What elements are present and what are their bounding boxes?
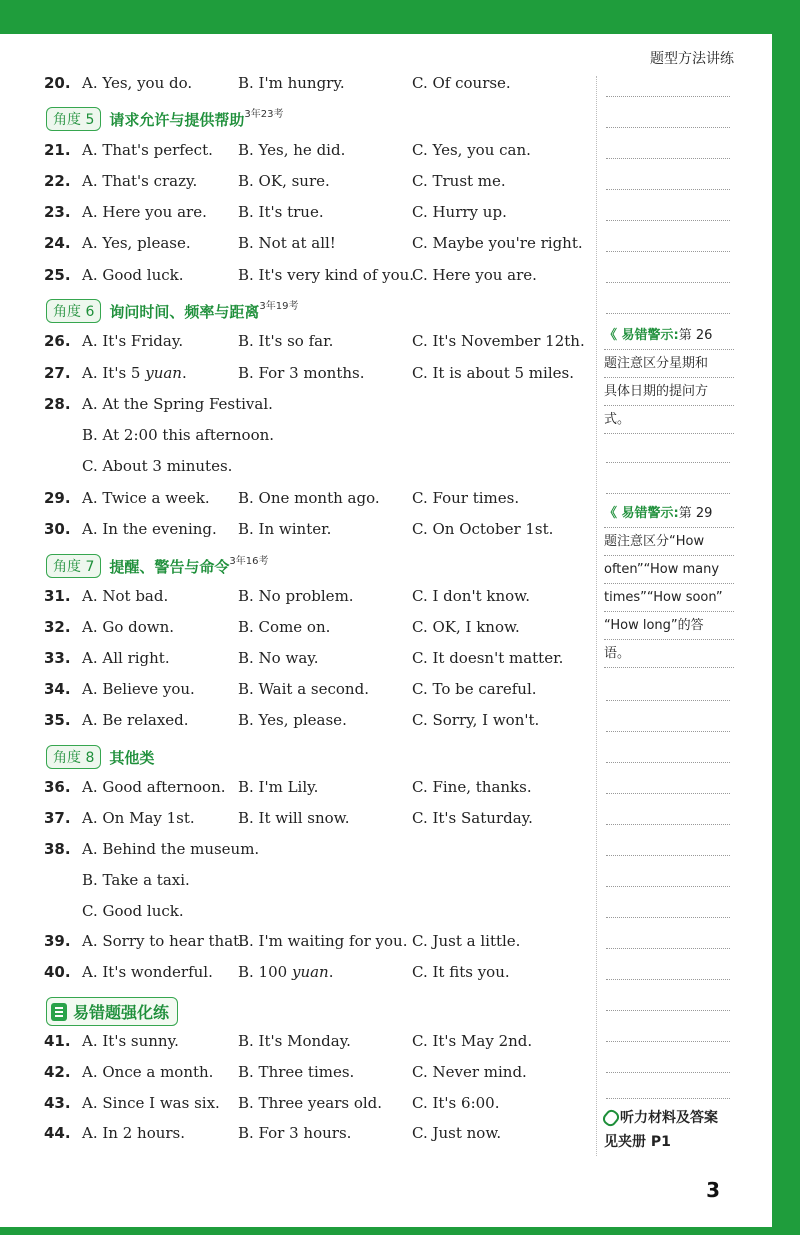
question-number: 44. bbox=[44, 1124, 71, 1142]
note-line bbox=[606, 855, 730, 856]
option-b: B. I'm Lily. bbox=[238, 778, 319, 796]
option-b: B. One month ago. bbox=[238, 489, 380, 507]
option-c: C. It is about 5 miles. bbox=[412, 364, 574, 382]
option-b: B. OK, sure. bbox=[238, 172, 330, 190]
note-line bbox=[606, 282, 730, 283]
practice-section-title: 易错题强化练 bbox=[73, 1003, 170, 1022]
option-c: C. Just now. bbox=[412, 1124, 502, 1142]
option-a: A. On May 1st. bbox=[82, 809, 195, 827]
option-c: C. It's May 2nd. bbox=[412, 1032, 533, 1050]
option-a: A. Go down. bbox=[82, 618, 175, 636]
note-line bbox=[606, 762, 730, 763]
option-a: A. It's wonderful. bbox=[82, 963, 213, 981]
option-b: B. For 3 months. bbox=[238, 364, 365, 382]
question-number: 24. bbox=[44, 234, 71, 252]
note-line bbox=[606, 127, 730, 128]
question-number: 37. bbox=[44, 809, 71, 827]
note-line bbox=[606, 493, 730, 494]
section-frequency: 3年19考 bbox=[259, 300, 299, 312]
section-header-5 bbox=[46, 106, 283, 132]
option-a: A. Once a month. bbox=[82, 1063, 214, 1081]
note-line bbox=[606, 948, 730, 949]
note-text: “How long”的答 bbox=[604, 612, 734, 640]
option-c: C. It doesn't matter. bbox=[412, 649, 564, 667]
option-b-unit: yuan bbox=[291, 963, 329, 981]
question-number: 35. bbox=[44, 711, 71, 729]
option-c: C. Trust me. bbox=[412, 172, 506, 190]
option-b: B. I'm waiting for you. bbox=[238, 932, 408, 950]
option-b: B. It's true. bbox=[238, 203, 324, 221]
header-title: 题型方法讲练 bbox=[650, 51, 734, 67]
question-number: 21. bbox=[44, 141, 71, 159]
question-number: 27. bbox=[44, 364, 71, 382]
option-a: A. In 2 hours. bbox=[82, 1124, 186, 1142]
option-b: B. I'm hungry. bbox=[238, 74, 345, 92]
option-b bbox=[238, 963, 334, 981]
question-number: 28. bbox=[44, 395, 71, 413]
option-c: C. About 3 minutes. bbox=[82, 457, 233, 475]
note-line bbox=[606, 251, 730, 252]
question-number: 23. bbox=[44, 203, 71, 221]
question-number: 36. bbox=[44, 778, 71, 796]
note-line bbox=[606, 979, 730, 980]
answer-reference bbox=[604, 1106, 734, 1154]
answer-reference-line1: 听力材料及答案 bbox=[620, 1110, 718, 1126]
option-b: B. Come on. bbox=[238, 618, 331, 636]
section-badge: 角度 5 bbox=[46, 107, 101, 131]
option-b: B. No way. bbox=[238, 649, 319, 667]
option-c: C. Never mind. bbox=[412, 1063, 527, 1081]
option-a-end: . bbox=[181, 364, 187, 382]
option-a: A. Be relaxed. bbox=[82, 711, 189, 729]
section-badge: 角度 7 bbox=[46, 554, 101, 578]
option-a: A. It's Friday. bbox=[82, 332, 184, 350]
note-text: often”“How many bbox=[604, 556, 734, 584]
warning-label: 《 易错警示: bbox=[604, 328, 679, 343]
option-a: A. Behind the museum. bbox=[82, 840, 260, 858]
question-number: 32. bbox=[44, 618, 71, 636]
option-c: C. Yes, you can. bbox=[412, 141, 531, 159]
section-header-8 bbox=[46, 744, 154, 770]
error-warning-note-26 bbox=[604, 322, 734, 434]
note-line bbox=[606, 1098, 730, 1099]
question-number: 41. bbox=[44, 1032, 71, 1050]
note-line bbox=[606, 700, 730, 701]
option-b: B. Three years old. bbox=[238, 1094, 383, 1112]
note-text: times”“How soon” bbox=[604, 584, 734, 612]
option-b: B. It's Monday. bbox=[238, 1032, 351, 1050]
note-line bbox=[606, 886, 730, 887]
option-a: A. Since I was six. bbox=[82, 1094, 220, 1112]
question-number: 39. bbox=[44, 932, 71, 950]
option-a: A. Not bad. bbox=[82, 587, 169, 605]
option-c: C. It's 6:00. bbox=[412, 1094, 500, 1112]
section-frequency: 3年23考 bbox=[244, 108, 284, 120]
option-a: A. Yes, you do. bbox=[82, 74, 193, 92]
option-b: B. Wait a second. bbox=[238, 680, 369, 698]
option-b-text: B. 100 bbox=[238, 963, 292, 981]
question-number: 30. bbox=[44, 520, 71, 538]
note-line bbox=[606, 1072, 730, 1073]
practice-section-header bbox=[46, 997, 178, 1026]
section-title: 其他类 bbox=[109, 748, 155, 767]
option-a: A. At the Spring Festival. bbox=[82, 395, 273, 413]
option-a: A. It's sunny. bbox=[82, 1032, 179, 1050]
question-number: 34. bbox=[44, 680, 71, 698]
option-a: A. All right. bbox=[82, 649, 170, 667]
warning-label: 《 易错警示: bbox=[604, 506, 679, 521]
note-text: 具体日期的提问方 bbox=[604, 378, 734, 406]
option-b: B. Three times. bbox=[238, 1063, 355, 1081]
option-c: C. Hurry up. bbox=[412, 203, 507, 221]
question-number: 22. bbox=[44, 172, 71, 190]
option-b: B. It's very kind of you. bbox=[238, 266, 415, 284]
question-number: 43. bbox=[44, 1094, 71, 1112]
section-badge: 角度 6 bbox=[46, 299, 101, 323]
option-a: A. Good luck. bbox=[82, 266, 184, 284]
question-number: 31. bbox=[44, 587, 71, 605]
option-a: A. Twice a week. bbox=[82, 489, 210, 507]
section-title: 询问时间、频率与距离 bbox=[109, 302, 260, 321]
option-c: C. OK, I know. bbox=[412, 618, 520, 636]
option-c: C. It's November 12th. bbox=[412, 332, 585, 350]
option-c: C. On October 1st. bbox=[412, 520, 554, 538]
column-divider bbox=[596, 76, 598, 1156]
option-c: C. Here you are. bbox=[412, 266, 537, 284]
option-b: B. Yes, please. bbox=[238, 711, 347, 729]
option-c: C. Maybe you're right. bbox=[412, 234, 583, 252]
option-a: A. That's crazy. bbox=[82, 172, 198, 190]
option-b: B. Not at all! bbox=[238, 234, 336, 252]
note-text: 题注意区分“How bbox=[604, 528, 734, 556]
option-b: B. Yes, he did. bbox=[238, 141, 346, 159]
option-a: A. In the evening. bbox=[82, 520, 217, 538]
option-b-end: . bbox=[328, 963, 334, 981]
section-title: 请求允许与提供帮助 bbox=[109, 110, 245, 129]
option-a bbox=[82, 364, 187, 382]
option-a: A. That's perfect. bbox=[82, 141, 213, 159]
option-c: C. Just a little. bbox=[412, 932, 521, 950]
note-text: 题注意区分星期和 bbox=[604, 350, 734, 378]
question-number: 26. bbox=[44, 332, 71, 350]
note-line bbox=[606, 1010, 730, 1011]
note-line bbox=[606, 189, 730, 190]
option-b: B. It will snow. bbox=[238, 809, 350, 827]
paperclip-icon bbox=[600, 1107, 621, 1128]
option-a-text: A. It's 5 bbox=[82, 364, 146, 382]
note-line bbox=[606, 220, 730, 221]
question-number: 38. bbox=[44, 840, 71, 858]
option-c: C. Good luck. bbox=[82, 902, 184, 920]
option-a: A. Here you are. bbox=[82, 203, 207, 221]
question-number: 20. bbox=[44, 74, 71, 92]
option-a: A. Yes, please. bbox=[82, 234, 191, 252]
note-text: 第 29 bbox=[678, 506, 713, 521]
question-number: 25. bbox=[44, 266, 71, 284]
note-text: 式。 bbox=[604, 406, 734, 434]
section-title: 提醒、警告与命令 bbox=[109, 557, 230, 576]
question-number: 40. bbox=[44, 963, 71, 981]
option-c: C. Of course. bbox=[412, 74, 511, 92]
option-b: B. It's so far. bbox=[238, 332, 334, 350]
option-c: C. I don't know. bbox=[412, 587, 530, 605]
option-c: C. To be careful. bbox=[412, 680, 537, 698]
option-b: B. No problem. bbox=[238, 587, 354, 605]
option-b: B. In winter. bbox=[238, 520, 332, 538]
note-text: 第 26 bbox=[678, 328, 713, 343]
option-c: C. It fits you. bbox=[412, 963, 510, 981]
option-b: B. For 3 hours. bbox=[238, 1124, 352, 1142]
note-line bbox=[606, 731, 730, 732]
option-a-unit: yuan bbox=[145, 364, 182, 382]
section-header-7 bbox=[46, 553, 268, 579]
page-number: 3 bbox=[706, 1178, 720, 1202]
section-header-6 bbox=[46, 298, 298, 324]
question-number: 33. bbox=[44, 649, 71, 667]
option-a: A. Sorry to hear that. bbox=[82, 932, 244, 950]
section-badge: 角度 8 bbox=[46, 745, 101, 769]
note-line bbox=[606, 313, 730, 314]
question-number: 42. bbox=[44, 1063, 71, 1081]
option-c: C. Fine, thanks. bbox=[412, 778, 532, 796]
option-b: B. Take a taxi. bbox=[82, 871, 190, 889]
section-frequency: 3年16考 bbox=[229, 555, 269, 567]
note-line bbox=[606, 917, 730, 918]
note-line bbox=[606, 158, 730, 159]
option-c: C. It's Saturday. bbox=[412, 809, 533, 827]
option-b: B. At 2:00 this afternoon. bbox=[82, 426, 275, 444]
answer-reference-line2: 见夹册 P1 bbox=[604, 1134, 671, 1150]
note-line bbox=[606, 793, 730, 794]
option-c: C. Four times. bbox=[412, 489, 520, 507]
option-a: A. Good afternoon. bbox=[82, 778, 226, 796]
note-line bbox=[606, 824, 730, 825]
error-warning-note-29 bbox=[604, 500, 734, 668]
question-number: 29. bbox=[44, 489, 71, 507]
option-c: C. Sorry, I won't. bbox=[412, 711, 540, 729]
note-line bbox=[606, 1041, 730, 1042]
note-line bbox=[606, 96, 730, 97]
note-line bbox=[606, 462, 730, 463]
notebook-icon bbox=[51, 1003, 67, 1021]
option-a: A. Believe you. bbox=[82, 680, 195, 698]
note-text: 语。 bbox=[604, 640, 734, 668]
